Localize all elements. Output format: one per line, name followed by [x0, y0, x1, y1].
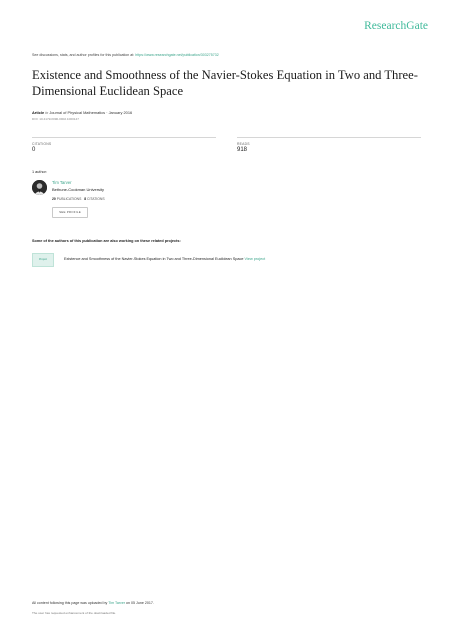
project-row: [64, 257, 265, 261]
divider-reads: [237, 137, 421, 138]
view-project-link[interactable]: View project: [244, 257, 266, 261]
discussion-line: [32, 53, 219, 57]
reads-label: READS: [237, 142, 250, 146]
author-institution: Bethune-Cookman University: [52, 187, 105, 192]
see-profile-button[interactable]: SEE PROFILE: [52, 207, 88, 218]
author-avatar[interactable]: [32, 180, 47, 195]
publications-label: PUBLICATIONS: [56, 197, 82, 201]
upload-prefix: All content following this page was uploaded by: [32, 601, 109, 605]
paper-meta: [32, 110, 132, 115]
author-stats: [52, 197, 105, 201]
enhancement-note: The user has requested enhancement of the downloaded file.: [32, 611, 117, 615]
author-citations-label: CITATIONS: [87, 197, 105, 201]
in-label: in: [45, 110, 49, 115]
discussion-prefix: See discussions, stats, and author profiles for this publication at:: [32, 53, 136, 57]
journal-date: Journal of Physical Mathematics · January 2016: [49, 110, 133, 115]
author-citations-count: 8: [84, 197, 87, 201]
upload-info: [32, 601, 154, 605]
publications-count: 20: [52, 197, 56, 201]
paper-title[interactable]: Existence and Smoothness of the Navier-Stokes Equation in Two and Three-Dimensional Euclidean Space: [32, 68, 418, 98]
project-thumbnail[interactable]: Project: [32, 253, 54, 267]
researchgate-logo[interactable]: ResearchGate: [364, 20, 428, 32]
related-projects-heading: Some of the authors of this publication are also working on these related projects:: [32, 239, 181, 243]
authors-heading: 1 author:: [32, 170, 47, 174]
citations-label: CITATIONS: [32, 142, 52, 146]
divider-citations: [32, 137, 216, 138]
upload-suffix: on 05 June 2017.: [125, 601, 154, 605]
uploader-link[interactable]: Tim Tarver: [108, 601, 126, 605]
citations-value: 0: [32, 147, 36, 153]
doi: DOI: 10.4172/2090-0902.1000147: [32, 117, 79, 121]
author-name-link[interactable]: Tim Tarver: [52, 180, 72, 185]
publication-url-link[interactable]: https://www.researchgate.net/publication/303275732: [135, 53, 219, 57]
project-title: Existence and Smoothness of the Navier-Stokes Equation in Two and Three-Dimensional Euclidean Space: [64, 257, 244, 261]
reads-value: 918: [237, 147, 248, 153]
article-type: Article: [32, 110, 45, 115]
avatar-photo-icon: [32, 180, 47, 195]
